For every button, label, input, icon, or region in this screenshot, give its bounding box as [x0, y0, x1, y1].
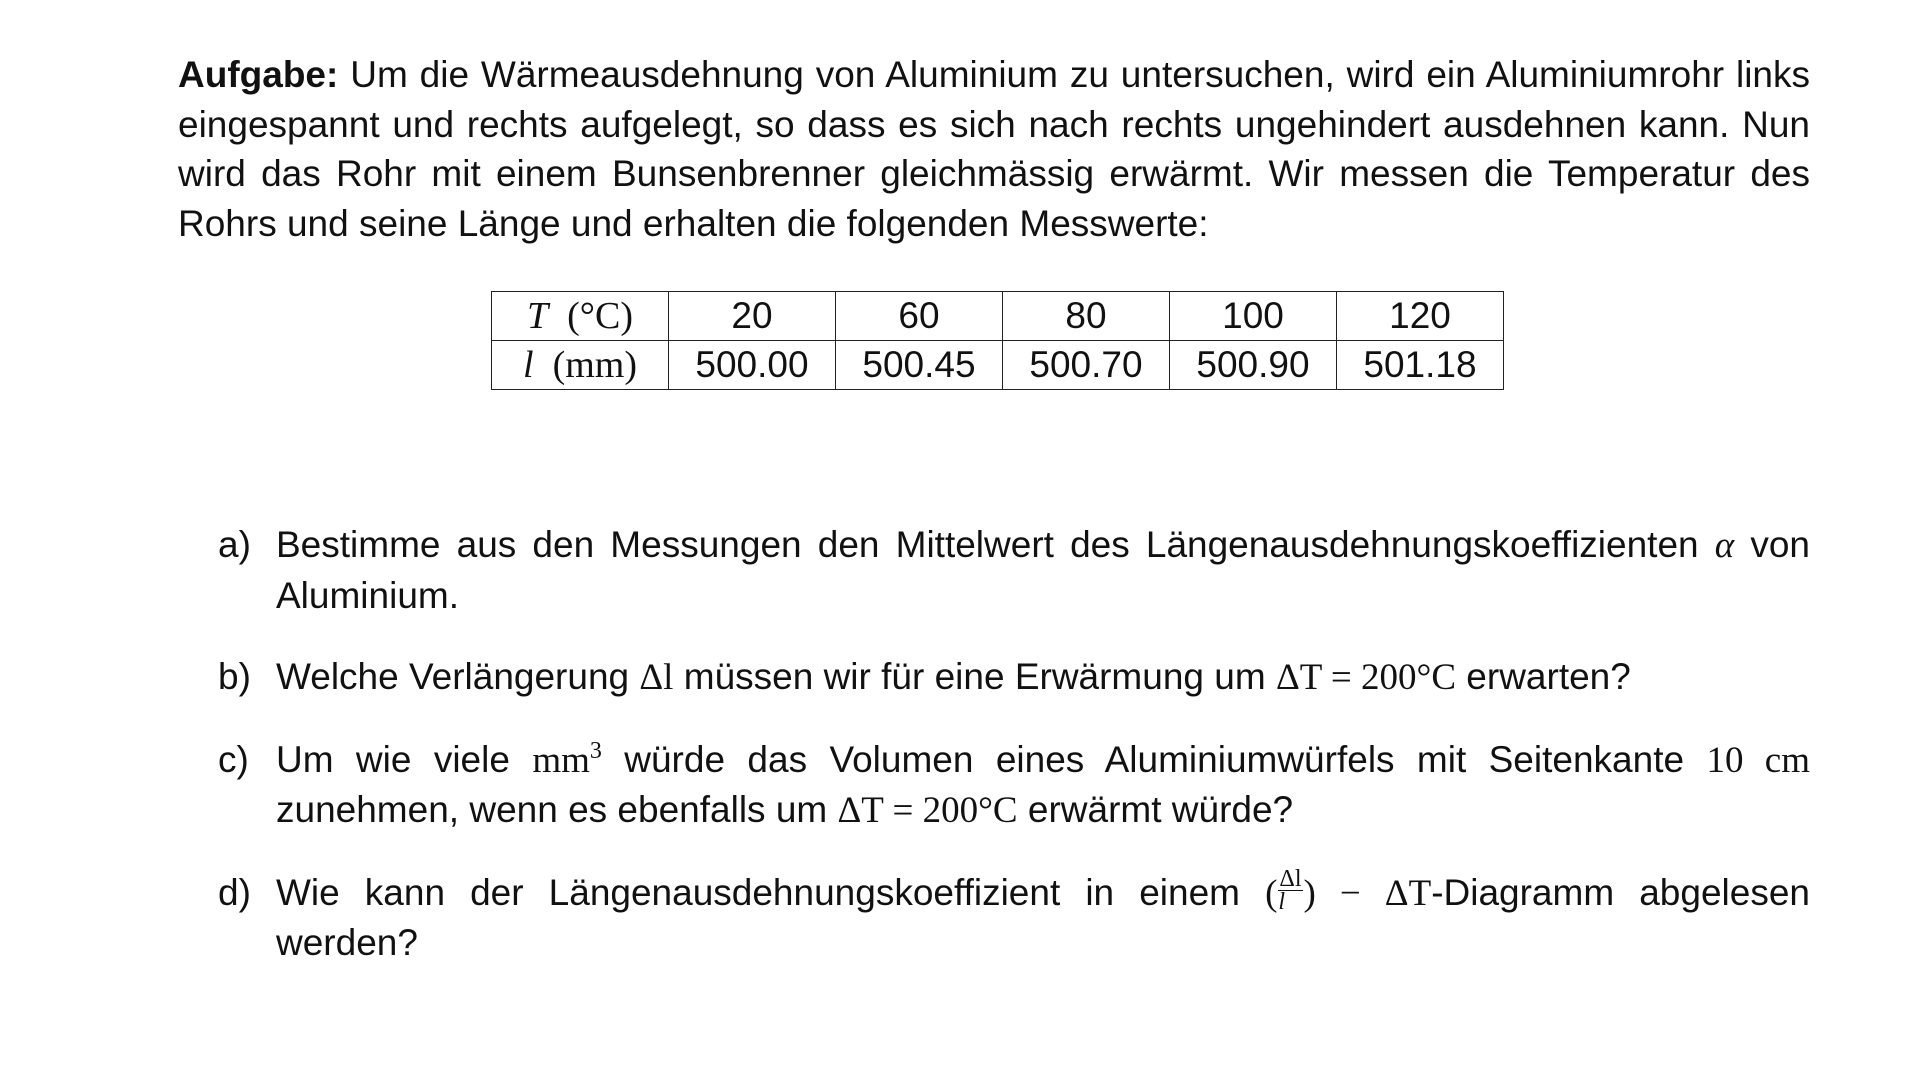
fraction-delta-l-over-l [1278, 866, 1302, 916]
edge-length-value: 10 cm [1706, 739, 1810, 781]
table-row-length [492, 341, 1504, 390]
subtask-text: Bestimme aus den Messungen den Mittelwert des Längenausdehnungskoeffizienten [276, 524, 1715, 565]
delta-t-formula: ΔT = 200°C [837, 790, 1018, 831]
subtask-text: von Aluminium. [276, 524, 1810, 616]
subtask-text: -Diagramm abgelesen werden? [276, 871, 1810, 963]
subtask-text: erwarten? [1456, 656, 1631, 697]
table-row-temperature [492, 292, 1504, 341]
subtask-marker: b) [218, 656, 251, 697]
task-intro [178, 50, 1810, 248]
table-cell: 500.90 [1170, 341, 1337, 390]
subtask-c [218, 735, 1810, 836]
fraction-numerator: Δl [1279, 866, 1302, 893]
subtask-text: würde das Volumen eines Aluminiumwürfels mit Seitenkante [601, 738, 1707, 780]
subtask-text: Welche Verlängerung [276, 656, 640, 697]
delta-l-formula: Δl [639, 657, 674, 698]
table-cell: 80 [1003, 292, 1170, 341]
subtask-marker: a) [218, 524, 251, 565]
subtask-list [218, 520, 1810, 1000]
minus-delta-t-formula: − ΔT [1315, 872, 1432, 914]
subtask-text: müssen wir für eine Erwärmung um [673, 656, 1276, 697]
subtask-text: Wie kann der Längenausdehnungskoeffizient in einem [276, 871, 1266, 913]
table-cell: 60 [836, 292, 1003, 341]
temperature-symbol: T [527, 295, 549, 337]
table-cell: 500.45 [836, 341, 1003, 390]
subtask-text: zunehmen, wenn es ebenfalls um [276, 789, 838, 830]
subtask-b [218, 652, 1810, 703]
subtask-text: erwärmt würde? [1017, 789, 1294, 830]
table-cell: 100 [1170, 292, 1337, 341]
table-cell: 501.18 [1337, 341, 1504, 390]
task-lead-label: Aufgabe: [178, 54, 339, 95]
table-cell: 120 [1337, 292, 1504, 341]
subtask-d [218, 868, 1810, 968]
paren-close: ) [1303, 872, 1316, 914]
temperature-unit: (°C) [567, 295, 633, 337]
length-unit: (mm) [552, 344, 637, 386]
row-header-temperature [492, 292, 669, 341]
alpha-symbol: α [1714, 525, 1735, 566]
fraction-denominator: l [1278, 889, 1286, 916]
unit-exponent: 3 [589, 737, 602, 764]
row-header-length [492, 341, 669, 390]
measurement-table [491, 291, 1504, 390]
subtask-marker: c) [218, 738, 249, 780]
delta-t-formula: ΔT = 200°C [1275, 657, 1457, 698]
table-cell: 500.00 [669, 341, 836, 390]
subtask-text: Um wie viele [276, 738, 533, 780]
subtask-marker: d) [218, 871, 251, 913]
cubic-mm-unit: mm [532, 739, 590, 781]
paren-open: ( [1265, 872, 1278, 914]
table-cell: 20 [669, 292, 836, 341]
table-cell: 500.70 [1003, 341, 1170, 390]
subtask-a [218, 520, 1810, 620]
task-intro-text: Um die Wärmeausdehnung von Aluminium zu untersuchen, wird ein Aluminiumrohr links eingespannt und rechts aufgelegt, so dass es sich nach rechts ungehindert ausdehnen kann. Nun wird das Rohr mit einem Bunsenbrenner gleichmässig erwärmt. Wir messen die Temperatur des Rohrs und seine Länge und erhalten die folgenden Messwerte: [178, 54, 1810, 244]
length-symbol: l [523, 344, 534, 386]
